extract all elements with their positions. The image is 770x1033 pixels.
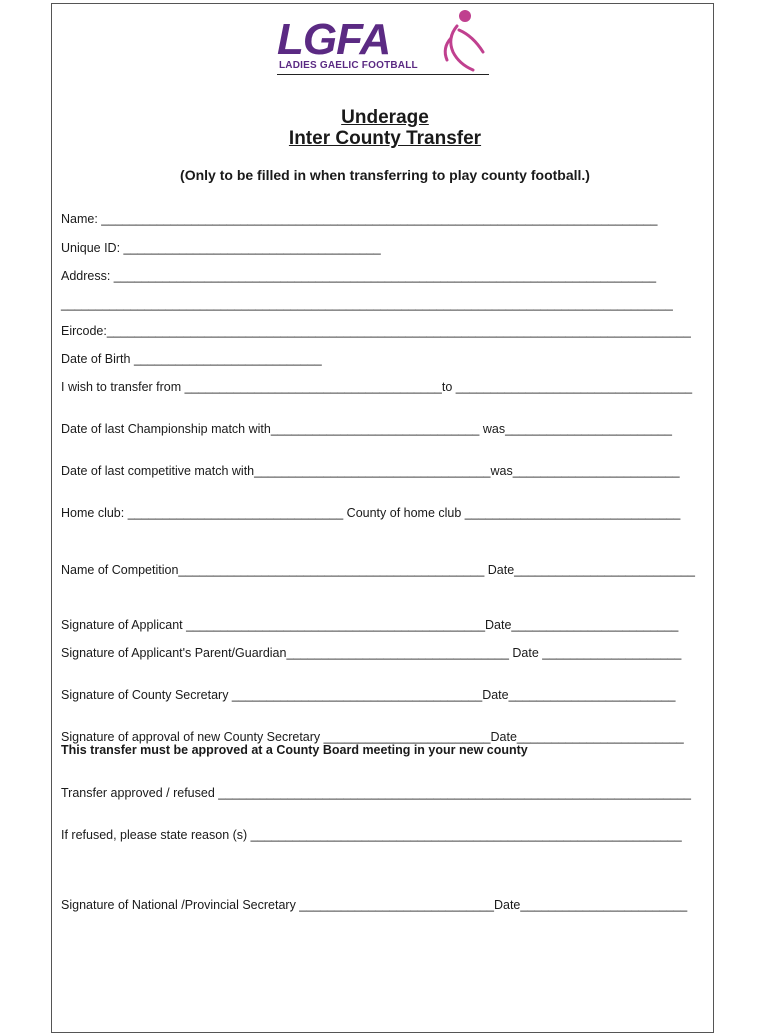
new-county-secretary-signature-field[interactable]: Signature of approval of new County Secretary ________________________Date________________________ (61, 730, 684, 744)
lgfa-logo (277, 8, 492, 76)
form-title-line1: Underage (341, 107, 429, 128)
address-field[interactable]: Address: ______________________________________________________________________________ (61, 269, 657, 283)
transfer-approved-refused-field[interactable]: Transfer approved / refused ____________________________________________________________________ (61, 786, 691, 800)
last-competitive-match-field[interactable]: Date of last competitive match with__________________________________was________________________ (61, 464, 680, 478)
eircode-field[interactable]: Eircode:____________________________________________________________________________________ (61, 324, 691, 338)
applicant-signature-field[interactable]: Signature of Applicant ___________________________________________Date________________________ (61, 618, 679, 632)
transfer-from-to-field[interactable]: I wish to transfer from _____________________________________to __________________________________ (61, 380, 693, 394)
form-subtitle: (Only to be filled in when transferring to play county football.) (180, 167, 590, 183)
player-figure-icon (445, 10, 483, 70)
name-field[interactable]: Name: ________________________________________________________________________________ (61, 212, 658, 226)
national-secretary-signature-field[interactable]: Signature of National /Provincial Secretary ____________________________Date________________________ (61, 898, 688, 912)
form-title-line2: Inter County Transfer (288, 128, 482, 149)
competition-field[interactable]: Name of Competition____________________________________________ Date__________________________ (61, 563, 695, 577)
logo-text: LGFA (277, 15, 391, 64)
refusal-reason-field[interactable]: If refused, please state reason (s) ______________________________________________________________ (61, 828, 682, 842)
date-of-birth-field[interactable]: Date of Birth ___________________________ (61, 352, 322, 366)
logo-subtitle: LADIES GAELIC FOOTBALL (279, 60, 418, 71)
last-championship-match-field[interactable]: Date of last Championship match with______________________________ was________________________ (61, 422, 672, 436)
logo-divider (277, 74, 489, 75)
county-secretary-signature-field[interactable]: Signature of County Secretary ____________________________________Date________________________ (61, 688, 676, 702)
parent-guardian-signature-field[interactable]: Signature of Applicant's Parent/Guardian________________________________ Date ____________________ (61, 646, 682, 660)
approval-note: This transfer must be approved at a County Board meeting in your new county (61, 743, 528, 757)
address-field-line2[interactable]: ________________________________________________________________________________________ (61, 297, 673, 311)
home-club-field[interactable]: Home club: _______________________________ County of home club _______________________________ (61, 506, 681, 520)
unique-id-field[interactable]: Unique ID: _____________________________________ (61, 241, 381, 255)
